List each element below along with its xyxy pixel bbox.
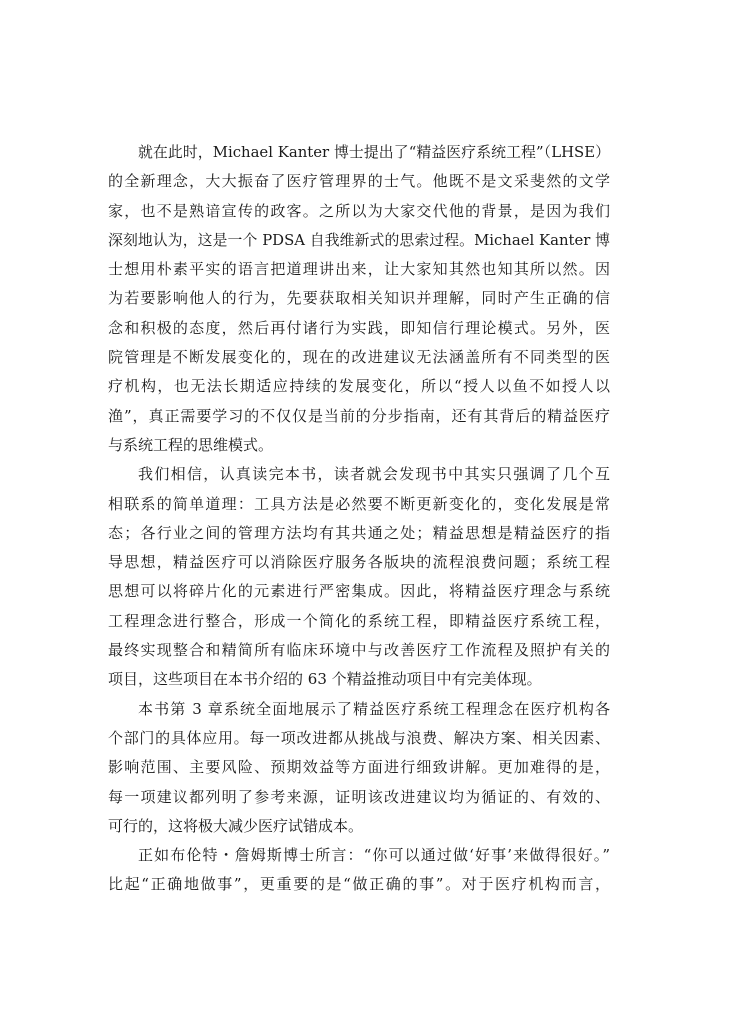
text-line: 正如布伦特・詹姆斯博士所言：“你可以通过做‘好事’来做得很好。” bbox=[138, 846, 610, 865]
text-line: 相联系的简单道理：工具方法是必然要不断更新变化的，变化发展是常 bbox=[108, 494, 610, 513]
text-line: 与系统工程的思维模式。 bbox=[108, 435, 274, 454]
text-line: 工程理念进行整合，形成一个简化的系统工程，即精益医疗系统工程， bbox=[108, 611, 610, 630]
paragraph-reader-belief bbox=[108, 460, 610, 694]
text-line: 思想可以将碎片化的元素进行严密集成。因此，将精益医疗理念与系统 bbox=[108, 582, 610, 601]
text-line: 可行的，这将极大减少医疗试错成本。 bbox=[108, 816, 364, 835]
book-page bbox=[108, 138, 610, 900]
text-line: 本书第 3 章系统全面地展示了精益医疗系统工程理念在医疗机构各 bbox=[138, 699, 610, 718]
text-line: 就在此时，Michael Kanter 博士提出了“精益医疗系统工程”（LHSE） bbox=[138, 143, 610, 161]
text-line: 比起“正确地做事”，更重要的是“做正确的事”。对于医疗机构而言， bbox=[108, 875, 610, 894]
text-line: 士想用朴素平实的语言把道理讲出来，让大家知其然也知其所以然。因 bbox=[108, 260, 610, 279]
text-line: 影响范围、主要风险、预期效益等方面进行细致讲解。更加难得的是， bbox=[108, 758, 610, 777]
text-line: 最终实现整合和精简所有临床环境中与改善医疗工作流程及照护有关的 bbox=[108, 641, 610, 660]
text-line: 项目，这些项目在本书介绍的 63 个精益推动项目中有完美体现。 bbox=[108, 670, 542, 689]
text-line: 家，也不是熟谙宣传的政客。之所以为大家交代他的背景，是因为我们 bbox=[108, 201, 610, 220]
text-line: 每一项建议都列明了参考来源，证明该改进建议均为循证的、有效的、 bbox=[108, 787, 610, 806]
text-line: 念和积极的态度，然后再付诸行为实践，即知信行理论模式。另外，医 bbox=[108, 318, 610, 337]
text-line: 的全新理念，大大振奋了医疗管理界的士气。他既不是文采斐然的文学 bbox=[108, 172, 610, 191]
text-line: 导思想，精益医疗可以消除医疗服务各版块的流程浪费问题；系统工程 bbox=[108, 553, 610, 572]
text-line: 深刻地认为，这是一个 PDSA 自我维新式的思索过程。Michael Kanter 博 bbox=[108, 231, 610, 249]
text-line: 个部门的具体应用。每一项改进都从挑战与浪费、解决方案、相关因素、 bbox=[108, 728, 610, 747]
text-line: 疗机构，也无法长期适应持续的发展变化，所以“授人以鱼不如授人以 bbox=[108, 377, 610, 396]
text-line: 渔”，真正需要学习的不仅仅是当前的分步指南，还有其背后的精益医疗 bbox=[108, 406, 610, 425]
paragraph-brent-james-quote bbox=[108, 841, 610, 900]
text-line: 我们相信，认真读完本书，读者就会发现书中其实只强调了几个互 bbox=[138, 465, 610, 484]
paragraph-chapter-three bbox=[108, 695, 610, 841]
text-line: 态；各行业之间的管理方法均有其共通之处；精益思想是精益医疗的指 bbox=[108, 523, 610, 542]
text-line: 为若要影响他人的行为，先要获取相关知识并理解，同时产生正确的信 bbox=[108, 289, 610, 308]
paragraph-lhse-intro bbox=[108, 138, 610, 460]
text-line: 院管理是不断发展变化的，现在的改进建议无法涵盖所有不同类型的医 bbox=[108, 348, 610, 367]
